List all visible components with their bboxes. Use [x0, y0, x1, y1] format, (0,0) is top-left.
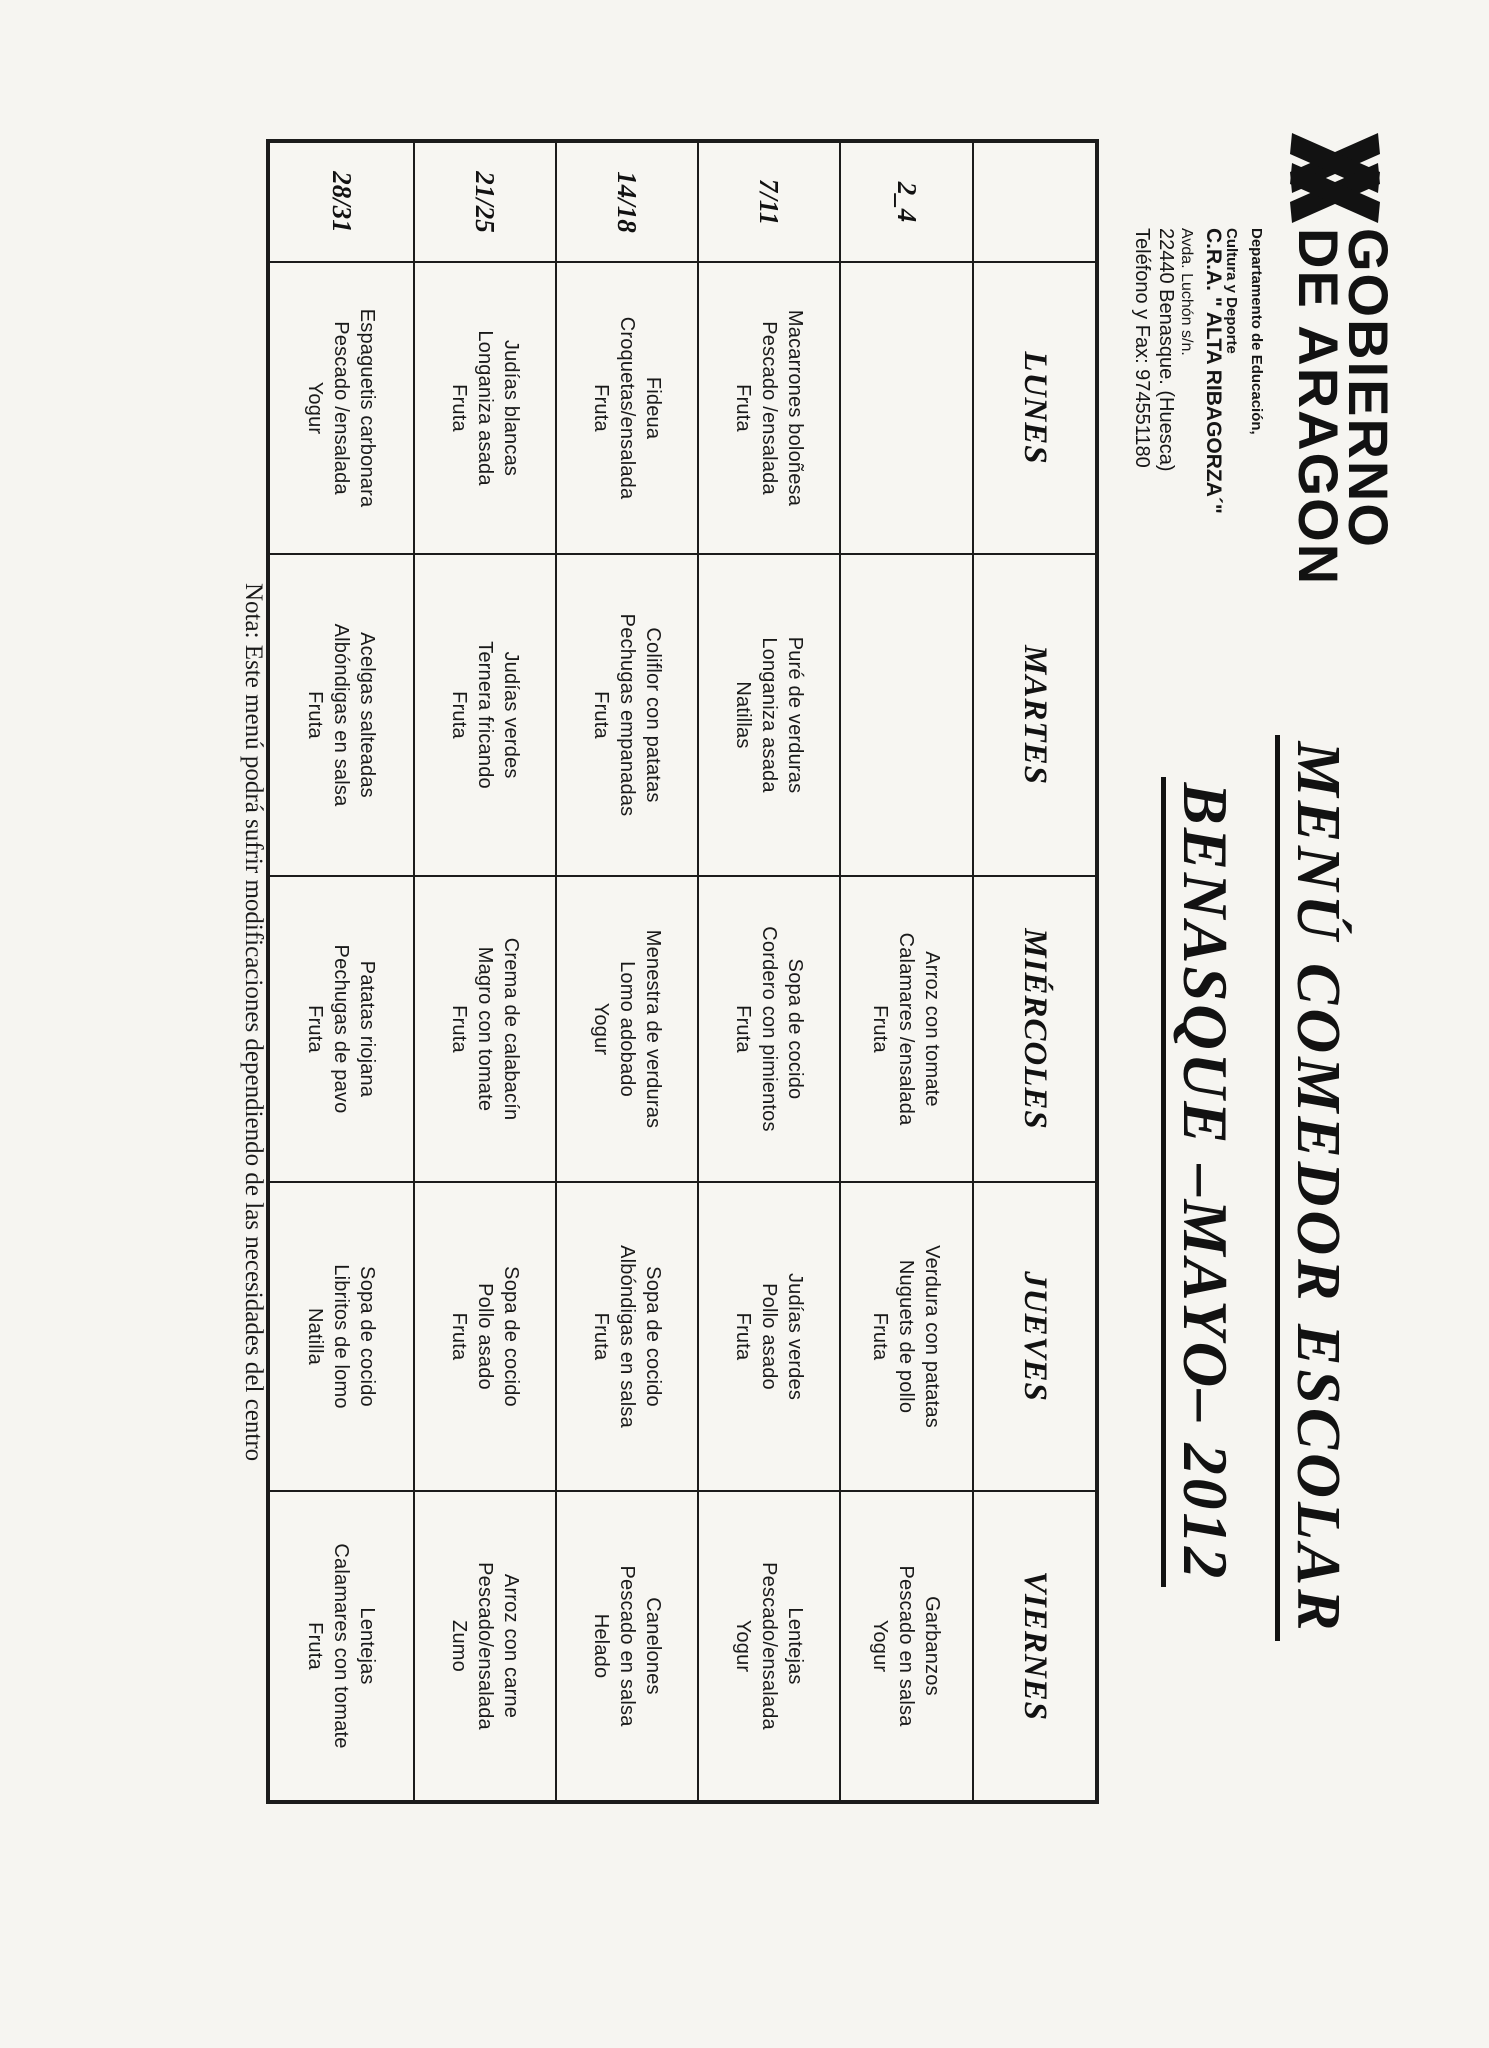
menu-cell-3-3 — [413, 1183, 555, 1492]
week-label-4: 28/31 — [270, 143, 413, 263]
menu-line: Pescado/ensalada — [474, 1562, 496, 1730]
menu-cell-4-0 — [270, 263, 413, 555]
menu-line: Fruta — [448, 1312, 470, 1361]
menu-table — [266, 139, 1099, 1804]
menu-line: Pescado /ensalada — [758, 321, 780, 495]
menu-line: Pechugas empanadas — [616, 613, 638, 817]
government-logo-wordmark — [1287, 228, 1400, 587]
menu-line: Fruta — [869, 1005, 892, 1053]
menu-line: Fruta — [448, 384, 470, 432]
menu-line: Judías verdes — [500, 651, 522, 779]
menu-line: Fruta — [732, 1005, 754, 1053]
menu-line: Zumo — [448, 1620, 470, 1672]
menu-line: Arroz con tomate — [921, 951, 944, 1107]
menu-line: Lomo adobado — [616, 961, 638, 1097]
menu-line: Calamares /ensalada — [895, 932, 918, 1126]
menu-line: Nuguets de pollo — [895, 1259, 918, 1414]
school-name: C.R.A. " ALTA RIBAGORZA´" — [1202, 228, 1225, 514]
menu-line: Magro con tomate — [474, 946, 496, 1112]
menu-cell-4-3 — [270, 1183, 413, 1492]
menu-line: Pescado/ensalada — [758, 1562, 780, 1730]
aragon-logo-icon — [1289, 127, 1381, 223]
menu-line: Natilla — [304, 1308, 327, 1365]
day-header-2: MIÉRCOLES — [972, 877, 1095, 1183]
department-line-1: Departamento de Educación, — [1248, 228, 1265, 435]
menu-cell-0-1 — [839, 555, 972, 877]
menu-line: Helado — [590, 1613, 612, 1679]
menu-cell-3-4 — [413, 1492, 555, 1800]
menu-line: Garbanzos — [921, 1596, 944, 1696]
page-subtitle-wrap — [1168, 712, 1241, 1652]
menu-cell-2-0 — [555, 263, 697, 555]
week-label-0: 2_4 — [839, 143, 972, 263]
menu-cell-4-4 — [270, 1492, 413, 1800]
menu-line: Ternera fricando — [474, 641, 496, 789]
menu-line: Yogur — [590, 1002, 612, 1056]
day-header-4: VIERNES — [972, 1492, 1095, 1800]
menu-cell-0-4 — [839, 1492, 972, 1800]
menu-line: Croquetas/ensalada — [616, 316, 638, 500]
page-subtitle: BENASQUE –MAYO– 2012 — [1161, 777, 1240, 1588]
menu-line: Judías blancas — [500, 339, 522, 477]
menu-cell-2-4 — [555, 1492, 697, 1800]
menu-line: Fruta — [590, 1312, 612, 1361]
menu-line: Judías verdes — [784, 1272, 806, 1401]
menu-line: Macarrones boloñesa — [784, 309, 806, 507]
menu-line: Canelones — [642, 1597, 664, 1695]
menu-line: Lentejas — [356, 1607, 379, 1685]
menu-line: Sopa de cocido — [500, 1266, 522, 1407]
menu-line: Espaguetis carbonara — [356, 308, 379, 508]
menu-cell-4-2 — [270, 877, 413, 1183]
week-label-2: 14/18 — [555, 143, 697, 263]
menu-cell-3-2 — [413, 877, 555, 1183]
week-label-3: 21/25 — [413, 143, 555, 263]
menu-line: Fruta — [304, 1622, 327, 1670]
menu-line: Sopa de cocido — [356, 1266, 379, 1407]
menu-line: Fruta — [448, 1005, 470, 1053]
menu-line: Pollo asado — [474, 1283, 496, 1390]
menu-line: Natillas — [732, 681, 754, 749]
menu-line: Albóndigas en salsa — [616, 1245, 638, 1428]
menu-line: Sopa de cocido — [784, 958, 806, 1100]
menu-cell-0-0 — [839, 263, 972, 555]
menu-line: Fideua — [642, 376, 664, 440]
address-street: Avda. Luchón s/n. — [1178, 228, 1195, 356]
department-line-2: Cultura y Deporte — [1223, 228, 1240, 354]
logo-line-1: GOBIERNO — [1337, 228, 1400, 549]
menu-line: Lentejas — [784, 1607, 806, 1685]
page-title-wrap — [1282, 688, 1353, 1688]
page-title: MENÚ COMEDOR ESCOLAR — [1275, 735, 1352, 1640]
menu-line: Coliflor con patatas — [642, 627, 664, 803]
menu-line: Fruta — [304, 1005, 327, 1053]
menu-line: Libritos de lomo — [330, 1264, 353, 1409]
menu-line: Cordero con pimientos — [758, 926, 780, 1132]
menu-cell-1-1 — [697, 555, 839, 877]
menu-line: Yogur — [869, 1619, 892, 1673]
menu-line: Fruta — [732, 384, 754, 432]
menu-line: Pescado /ensalada — [330, 321, 353, 495]
menu-line: Fruta — [590, 384, 612, 432]
menu-cell-2-3 — [555, 1183, 697, 1492]
menu-line: Albóndigas en salsa — [330, 623, 353, 807]
day-header-3: JUEVES — [972, 1183, 1095, 1492]
menu-cell-3-1 — [413, 555, 555, 877]
menu-line: Pollo asado — [758, 1283, 780, 1390]
logo-line-2: DE ARAGON — [1287, 228, 1350, 587]
menu-line: Arroz con carne — [500, 1573, 522, 1719]
menu-line: Fruta — [732, 1312, 754, 1361]
menu-line: Patatas riojana — [356, 960, 379, 1098]
menu-line: Puré de verduras — [784, 636, 806, 794]
address-city: 22440 Benasque. (Huesca) — [1155, 228, 1177, 472]
menu-cell-1-0 — [697, 263, 839, 555]
footer-note: Nota: Este menú podrá sufrir modificaciones dependiendo de las necesidades del centro — [240, 583, 267, 1462]
menu-line: Pechugas de pavo — [330, 944, 353, 1114]
address-phone: Teléfono y Fax: 974551180 — [1131, 228, 1153, 468]
corner-cell — [972, 143, 1095, 263]
day-header-1: MARTES — [972, 555, 1095, 877]
menu-cell-1-4 — [697, 1492, 839, 1800]
menu-cell-0-3 — [839, 1183, 972, 1492]
menu-line: Fruta — [448, 691, 470, 739]
menu-line: Pescado en salsa — [895, 1565, 918, 1727]
menu-line: Menestra de verduras — [642, 929, 664, 1129]
menu-line: Sopa de cocido — [642, 1266, 664, 1407]
menu-line: Fruta — [590, 691, 612, 739]
menu-cell-2-1 — [555, 555, 697, 877]
menu-line: Pescado en salsa — [616, 1565, 638, 1727]
menu-line: Longaniza asada — [758, 637, 780, 793]
menu-line: Fruta — [869, 1312, 892, 1361]
menu-cell-0-2 — [839, 877, 972, 1183]
menu-line: Fruta — [304, 691, 327, 739]
menu-line: Yogur — [304, 381, 327, 435]
menu-line: Calamares con tomate — [330, 1543, 353, 1749]
menu-cell-1-2 — [697, 877, 839, 1183]
menu-line: Crema de calabacín — [500, 937, 522, 1121]
menu-cell-3-0 — [413, 263, 555, 555]
department-lines — [1219, 228, 1269, 435]
week-label-1: 7/11 — [697, 143, 839, 263]
day-header-0: LUNES — [972, 263, 1095, 555]
menu-line: Longaniza asada — [474, 330, 496, 486]
menu-cell-4-1 — [270, 555, 413, 877]
menu-line: Yogur — [732, 1619, 754, 1673]
menu-cell-1-3 — [697, 1183, 839, 1492]
menu-cell-2-2 — [555, 877, 697, 1183]
menu-line: Acelgas salteadas — [356, 632, 379, 798]
menu-line: Verdura con patatas — [921, 1245, 944, 1428]
